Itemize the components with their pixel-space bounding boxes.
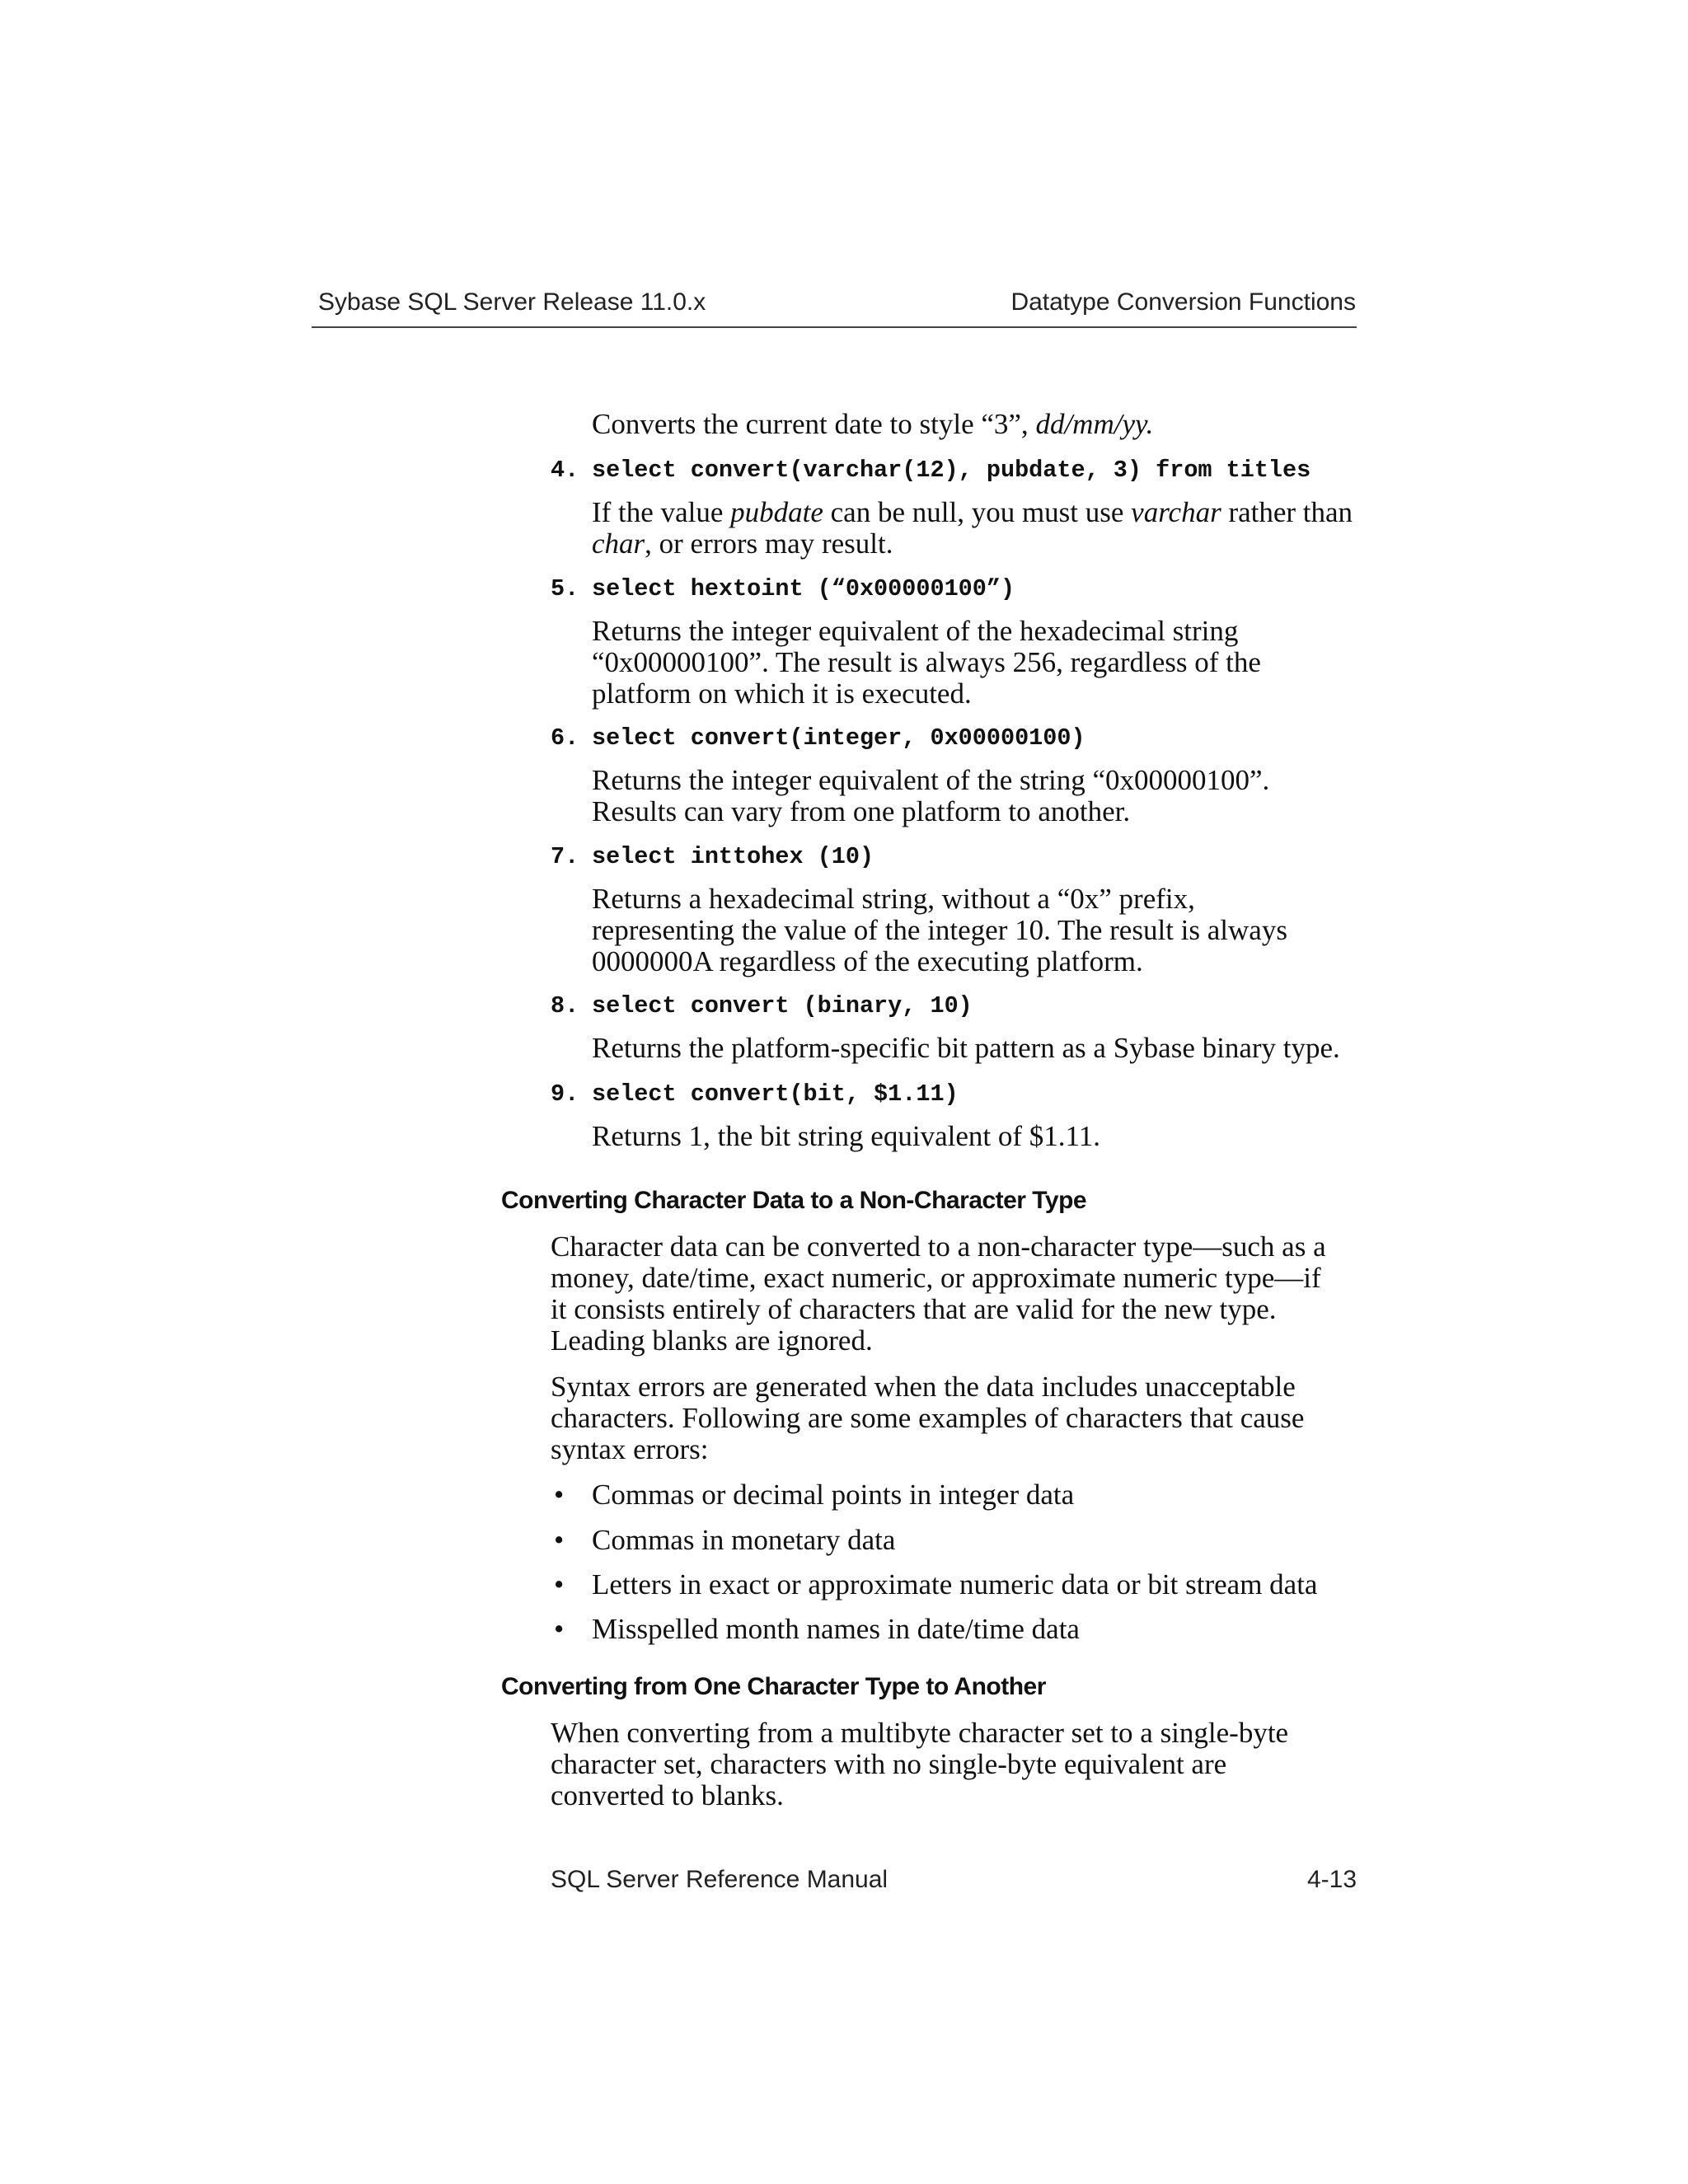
paragraph-line: syntax errors: xyxy=(551,1433,709,1465)
text-run: , or errors may result. xyxy=(645,527,893,560)
example-9-description xyxy=(592,1121,1358,1152)
bullet-icon: • xyxy=(554,1568,565,1601)
example-8-code-line xyxy=(551,992,973,1025)
section-1-paragraph-1 xyxy=(551,1231,1358,1357)
code-sample: select convert(varchar(12), pubdate, 3) from titles xyxy=(592,457,1311,484)
description-line: representing the value of the integer 10. The result is always xyxy=(592,914,1287,946)
paragraph-line: converted to blanks. xyxy=(551,1779,784,1811)
example-5-code-line xyxy=(551,575,1015,608)
description-line: Returns the integer equivalent of the string “0x00000100”. xyxy=(592,764,1270,796)
description-line: Returns 1, the bit string equivalent of $1.11. xyxy=(592,1120,1100,1152)
description-line: platform on which it is executed. xyxy=(592,677,972,710)
code-sample: select inttohex (10) xyxy=(592,843,874,870)
text-run: rather than xyxy=(1221,496,1353,528)
text-run: can be null, you must use xyxy=(823,496,1132,528)
bullet-text: Misspelled month names in date/time data xyxy=(592,1613,1080,1645)
example-7-code-line xyxy=(551,843,874,876)
example-number: 4. xyxy=(551,457,579,484)
paragraph-line: Leading blanks are ignored. xyxy=(551,1324,873,1357)
paragraph-line: it consists entirely of characters that are valid for the new type. xyxy=(551,1293,1277,1325)
section-heading-one-character-type-to-another: Converting from One Character Type to Another xyxy=(501,1673,1046,1700)
description-line: Returns the integer equivalent of the hexadecimal string xyxy=(592,615,1239,647)
description-line: Returns the platform-specific bit pattern as a Sybase binary type. xyxy=(592,1032,1340,1064)
example-4-description xyxy=(592,497,1358,560)
bullet-icon: • xyxy=(554,1524,565,1556)
paragraph-line: money, date/time, exact numeric, or approximate numeric type—if xyxy=(551,1262,1321,1294)
description-line: “0x00000100”. The result is always 256, regardless of the xyxy=(592,646,1261,678)
example-6-code-line xyxy=(551,724,1085,757)
example-7-description xyxy=(592,883,1358,977)
section-1-paragraph-2 xyxy=(551,1371,1358,1465)
intro-style-italic: dd/mm/yy. xyxy=(1035,408,1154,440)
code-sample: select hextoint (“0x00000100”) xyxy=(592,575,1015,602)
bullet-icon: • xyxy=(554,1479,565,1511)
example-number: 5. xyxy=(551,575,579,602)
bullet-text: Commas or decimal points in integer data xyxy=(592,1479,1075,1511)
description-line: Returns a hexadecimal string, without a “0x” prefix, xyxy=(592,883,1195,915)
page-number: 4-13 xyxy=(1306,1866,1357,1893)
code-sample: select convert(integer, 0x00000100) xyxy=(592,724,1085,752)
bullet-text: Letters in exact or approximate numeric data or bit stream data xyxy=(592,1568,1318,1601)
section-2-paragraph xyxy=(551,1718,1358,1811)
running-footer xyxy=(551,1866,1357,1899)
example-8-description xyxy=(592,1033,1358,1064)
description-line: Results can vary from one platform to another. xyxy=(592,795,1131,827)
text-run: If the value xyxy=(592,496,731,528)
example-number: 7. xyxy=(551,843,579,870)
example-5-description xyxy=(592,616,1358,710)
bullet-text: Commas in monetary data xyxy=(592,1524,896,1556)
running-header xyxy=(316,288,1356,321)
example-9-code-line xyxy=(551,1080,959,1113)
header-product-title: Sybase SQL Server Release 11.0.x xyxy=(318,288,706,316)
header-rule xyxy=(312,326,1357,328)
example-6-description xyxy=(592,765,1358,827)
footer-manual-title: SQL Server Reference Manual xyxy=(551,1866,889,1893)
intro-text: Converts the current date to style “3”, xyxy=(592,408,1036,440)
example-4-code-line xyxy=(551,457,1311,490)
header-chapter-title: Datatype Conversion Functions xyxy=(1010,288,1356,316)
section-heading-character-to-non-character: Converting Character Data to a Non-Character Type xyxy=(501,1187,1087,1214)
paragraph-line: Character data can be converted to a non-character type—such as a xyxy=(551,1230,1326,1263)
paragraph-line: characters. Following are some examples of characters that cause xyxy=(551,1402,1305,1434)
paragraph-line: When converting from a multibyte character set to a single-byte xyxy=(551,1717,1289,1749)
code-sample: select convert (binary, 10) xyxy=(592,992,973,1019)
italic-term: char xyxy=(592,527,645,560)
code-sample: select convert(bit, $1.11) xyxy=(592,1080,959,1108)
example-number: 8. xyxy=(551,992,579,1019)
italic-term: pubdate xyxy=(730,496,823,528)
italic-term: varchar xyxy=(1131,496,1221,528)
description-line: 0000000A regardless of the executing platform. xyxy=(592,945,1143,977)
paragraph-line: Syntax errors are generated when the data includes unacceptable xyxy=(551,1371,1296,1403)
bullet-icon: • xyxy=(554,1613,565,1645)
example-3-description xyxy=(592,409,1358,440)
paragraph-line: character set, characters with no single-byte equivalent are xyxy=(551,1748,1227,1780)
example-number: 6. xyxy=(551,724,579,752)
example-number: 9. xyxy=(551,1080,579,1108)
